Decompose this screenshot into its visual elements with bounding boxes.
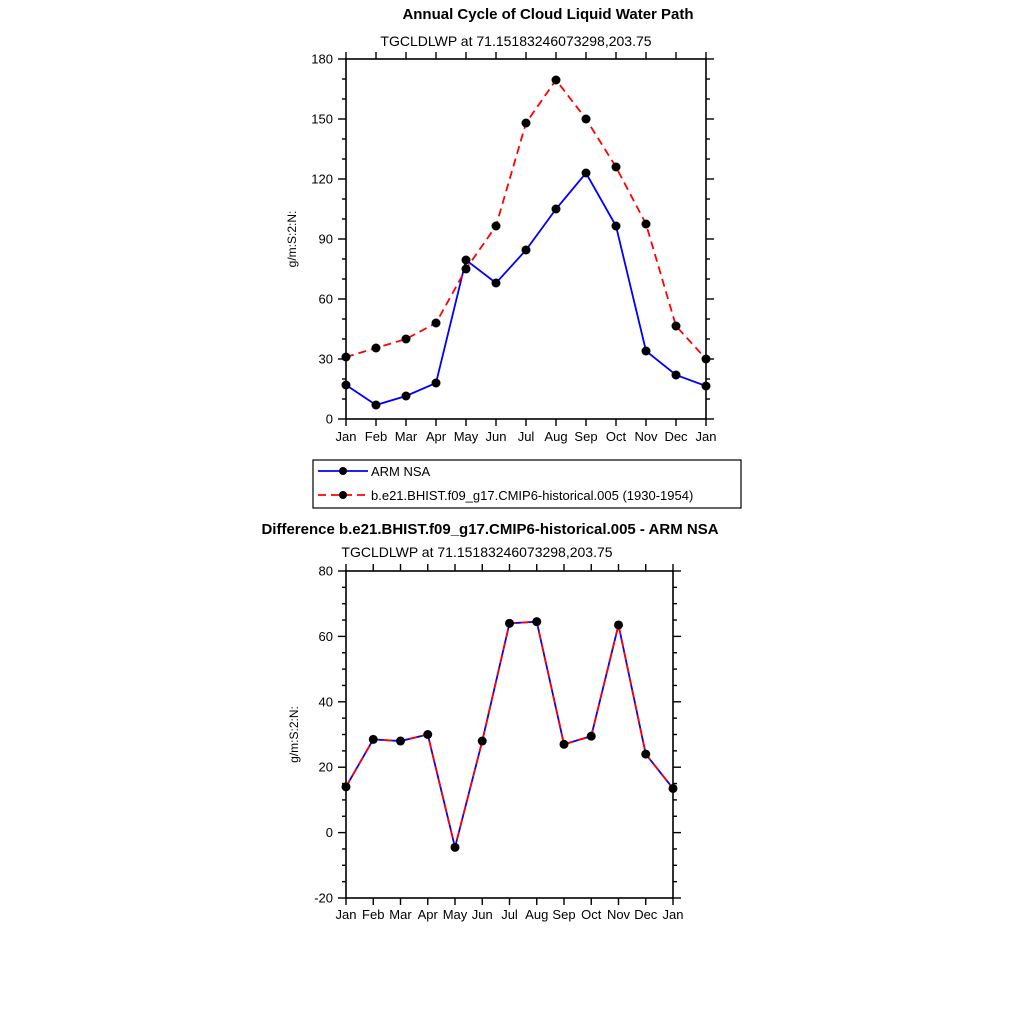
y-axis-label: g/m:S:2:N:	[285, 210, 299, 268]
data-point-marker	[641, 750, 650, 759]
bottom-chart-title: Difference b.e21.BHIST.f09_g17.CMIP6-historical.005 - ARM NSA	[261, 521, 719, 538]
x-tick-label: Jul	[501, 907, 518, 922]
legend	[313, 460, 741, 508]
data-point-marker	[423, 730, 432, 739]
data-point-marker	[702, 355, 711, 364]
y-tick-label: 80	[318, 563, 333, 579]
y-tick-label: 60	[318, 291, 333, 307]
x-tick-label: Sep	[552, 907, 576, 922]
x-tick-label: Jan	[335, 907, 357, 922]
x-tick-label: Oct	[581, 907, 602, 922]
data-point-marker	[369, 735, 378, 744]
data-point-marker	[402, 335, 411, 344]
x-tick-label: Oct	[605, 429, 627, 444]
x-tick-label: May	[442, 907, 468, 922]
data-point-marker	[587, 732, 596, 741]
data-point-marker	[522, 246, 531, 255]
data-point-marker	[462, 265, 471, 274]
data-point-marker	[342, 353, 351, 362]
data-point-marker	[642, 347, 651, 356]
legend-marker-icon	[339, 467, 347, 475]
y-tick-label: 40	[318, 694, 333, 710]
x-tick-label: Mar	[389, 907, 412, 922]
x-tick-label: Mar	[394, 429, 418, 444]
data-point-marker	[372, 344, 381, 353]
x-tick-label: Jan	[662, 907, 684, 922]
top-chart-title: Annual Cycle of Cloud Liquid Water Path	[402, 6, 694, 23]
data-point-marker	[612, 163, 621, 172]
top-chart-plot	[285, 52, 716, 445]
data-point-marker	[552, 76, 561, 85]
data-point-marker	[672, 371, 681, 380]
legend-label-model: b.e21.BHIST.f09_g17.CMIP6-historical.005 (1930-1954)	[371, 488, 694, 503]
x-tick-label: Jul	[517, 429, 535, 444]
data-point-marker	[642, 220, 651, 229]
bottom-chart-plot	[287, 564, 683, 923]
data-point-marker	[552, 205, 561, 214]
top-chart-subtitle: TGCLDLWP at 71.15183246073298,203.75	[380, 33, 652, 49]
x-tick-label: Dec	[664, 429, 688, 444]
y-axis-label: g/m:S:2:N:	[287, 706, 301, 763]
x-tick-label: Jun	[485, 429, 507, 444]
data-point-marker	[396, 737, 405, 746]
difference-line	[346, 622, 673, 848]
data-point-marker	[582, 115, 591, 124]
x-tick-label: May	[453, 429, 479, 444]
x-tick-label: Feb	[364, 429, 388, 444]
data-point-marker	[669, 784, 678, 793]
data-point-marker	[560, 740, 569, 749]
y-tick-label: 30	[318, 351, 333, 367]
x-tick-label: Apr	[425, 429, 447, 444]
x-tick-label: Dec	[634, 907, 658, 922]
x-tick-label: Aug	[544, 429, 568, 444]
data-point-marker	[462, 256, 471, 265]
x-tick-label: Feb	[362, 907, 385, 922]
data-point-marker	[672, 322, 681, 331]
bottom-chart-subtitle: TGCLDLWP at 71.15183246073298,203.75	[341, 544, 613, 560]
x-tick-label: Jan	[695, 429, 717, 444]
y-tick-label: 90	[318, 231, 333, 247]
data-point-marker	[532, 617, 541, 626]
x-tick-label: Aug	[525, 907, 549, 922]
data-point-marker	[372, 401, 381, 410]
data-point-marker	[492, 279, 501, 288]
y-tick-label: 150	[311, 111, 333, 127]
data-point-marker	[522, 119, 531, 128]
y-tick-label: 60	[318, 628, 333, 644]
data-point-marker	[614, 620, 623, 629]
data-point-marker	[342, 782, 351, 791]
data-point-marker	[612, 222, 621, 231]
legend-label-arm-nsa: ARM NSA	[371, 464, 431, 479]
legend-marker-icon	[339, 491, 347, 499]
plot-frame	[346, 59, 706, 419]
x-tick-label: Sep	[574, 429, 598, 444]
x-tick-label: Nov	[634, 429, 658, 444]
data-point-marker	[478, 737, 487, 746]
difference-line-dashed-overlay	[346, 622, 673, 848]
series-line-0	[346, 173, 706, 405]
x-tick-label: Jan	[335, 429, 357, 444]
data-point-marker	[402, 392, 411, 401]
y-tick-label: 20	[318, 759, 333, 775]
data-point-marker	[451, 843, 460, 852]
data-point-marker	[432, 379, 441, 388]
data-point-marker	[702, 382, 711, 391]
y-tick-label: 180	[311, 51, 333, 67]
data-point-marker	[492, 222, 501, 231]
data-point-marker	[432, 319, 441, 328]
y-tick-label: -20	[314, 890, 333, 906]
x-tick-label: Nov	[606, 907, 631, 922]
y-tick-label: 120	[311, 171, 333, 187]
y-tick-label: 0	[325, 825, 333, 841]
data-point-marker	[342, 381, 351, 390]
data-point-marker	[582, 169, 591, 178]
x-tick-label: Jun	[471, 907, 493, 922]
data-point-marker	[505, 619, 514, 628]
y-tick-label: 0	[325, 411, 333, 427]
x-tick-label: Apr	[417, 907, 438, 922]
